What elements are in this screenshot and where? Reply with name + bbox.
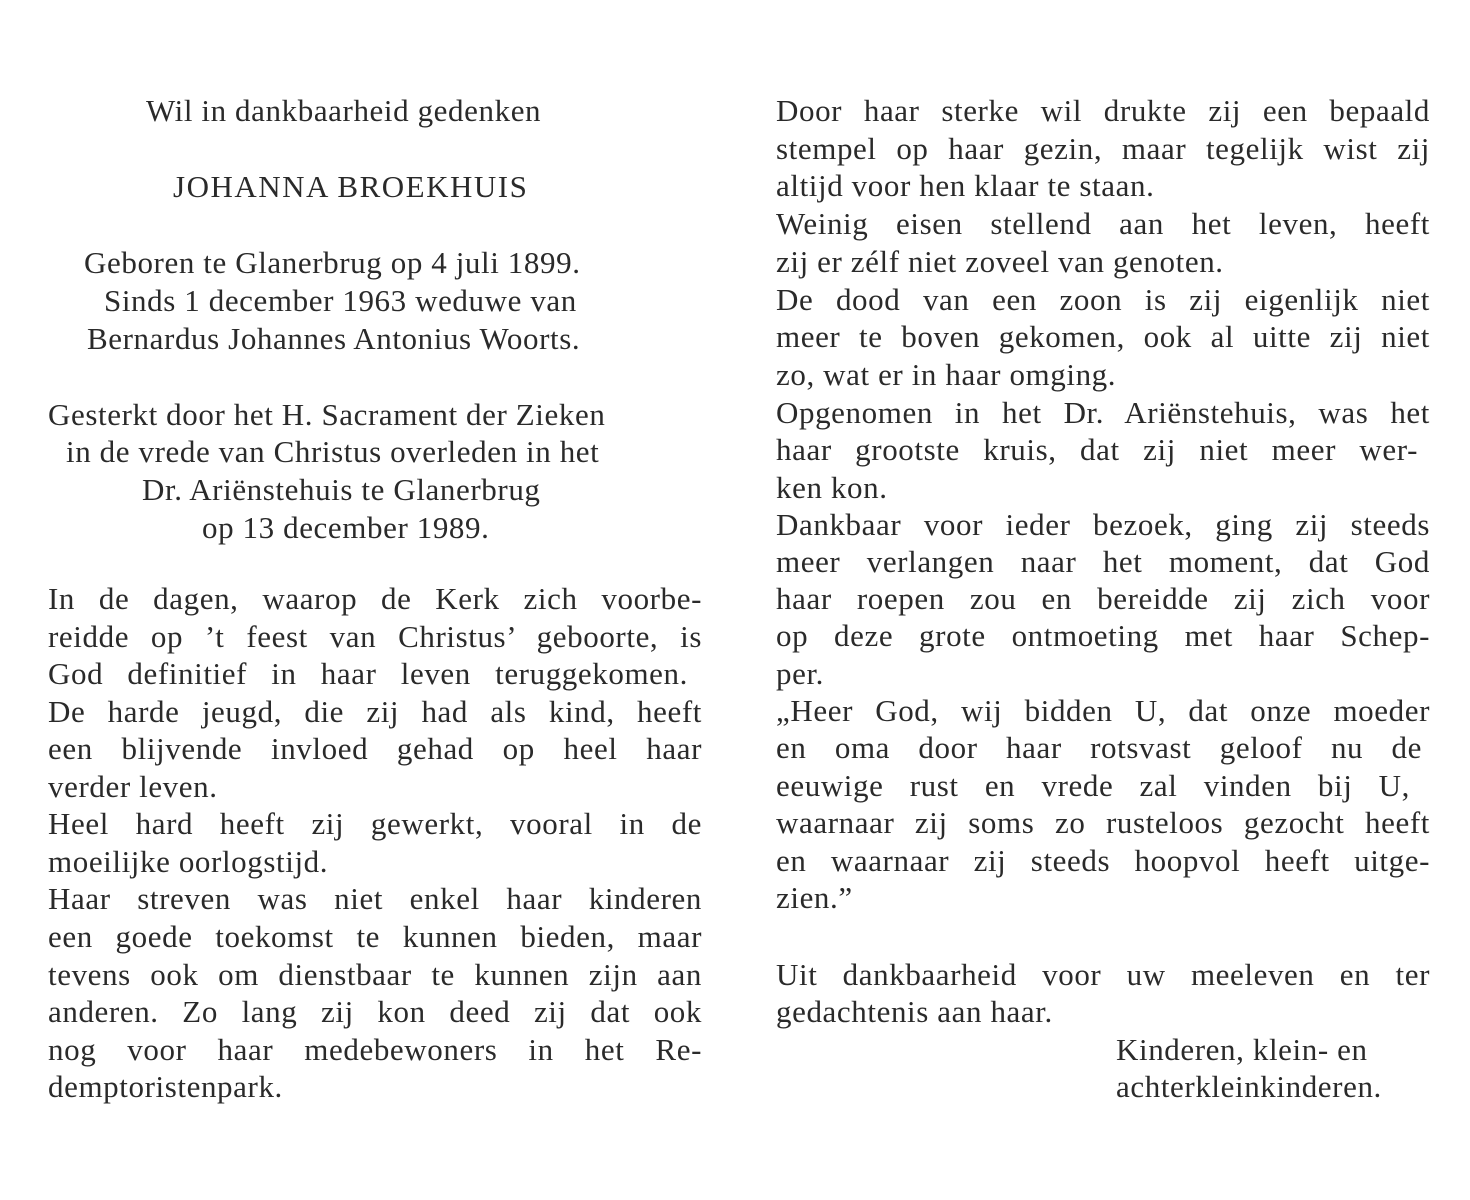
left-text-line: een goede toekomst te kunnen bieden, maar — [48, 919, 702, 954]
left-text-line: In de dagen, waarop de Kerk zich voorbe- — [48, 581, 702, 616]
left-text-line: reidde op ’t feest van Christus’ geboorte, is — [48, 619, 702, 654]
right-text-line: altijd voor hen klaar te staan. — [776, 168, 1155, 203]
right-text-line: waarnaar zij soms zo rusteloos gezocht heeft — [776, 805, 1430, 840]
left-text-line: God definitief in haar leven teruggekomen. — [48, 656, 688, 691]
right-text-line: en oma door haar rotsvast geloof nu de — [776, 730, 1422, 765]
right-text-line: Door haar sterke wil drukte zij een bepaald — [776, 93, 1430, 128]
left-text-line: anderen. Zo lang zij kon deed zij dat ook — [48, 994, 702, 1029]
right-text-line: en waarnaar zij steeds hoopvol heeft uitge- — [776, 843, 1430, 878]
signature-line: achterkleinkinderen. — [1116, 1069, 1382, 1104]
bio-line: Sinds 1 december 1963 weduwe van — [104, 283, 577, 318]
bio-line: Geboren te Glanerbrug op 4 juli 1899. — [84, 245, 581, 280]
right-text-line: stempel op haar gezin, maar tegelijk wist zij — [776, 131, 1430, 166]
intro-line: Wil in dankbaarheid gedenken — [146, 93, 542, 128]
right-text-line: haar roepen zou en bereidde zij zich voor — [776, 581, 1430, 616]
right-text-line: „Heer God, wij bidden U, dat onze moeder — [776, 693, 1430, 728]
closing-line: Uit dankbaarheid voor uw meeleven en ter — [776, 957, 1430, 992]
right-text-line: meer te boven gekomen, ook al uitte zij niet — [776, 319, 1430, 354]
death-line: Gesterkt door het H. Sacrament der Zieken — [48, 397, 606, 432]
left-text-line: een blijvende invloed gehad op heel haar — [48, 731, 702, 766]
left-text-line: verder leven. — [48, 769, 218, 804]
signature-line: Kinderen, klein- en — [1116, 1032, 1368, 1067]
right-text-line: op deze grote ontmoeting met haar Schep- — [776, 618, 1430, 653]
right-text-line: Weinig eisen stellend aan het leven, heeft — [776, 206, 1430, 241]
right-text-line: haar grootste kruis, dat zij niet meer wer- — [776, 432, 1418, 467]
right-text-line: De dood van een zoon is zij eigenlijk niet — [776, 282, 1430, 317]
left-text-line: nog voor haar medebewoners in het Re- — [48, 1032, 702, 1067]
left-text-line: tevens ook om dienstbaar te kunnen zijn aan — [48, 957, 702, 992]
right-text-line: zien.” — [776, 880, 853, 915]
closing-line: gedachtenis aan haar. — [776, 994, 1053, 1029]
left-text-line: De harde jeugd, die zij had als kind, heeft — [48, 694, 702, 729]
right-text-line: zij er zélf niet zoveel van genoten. — [776, 244, 1224, 279]
left-text-line: demptoristenpark. — [48, 1069, 283, 1104]
right-text-line: eeuwige rust en vrede zal vinden bij U, — [776, 768, 1410, 803]
right-text-line: ken kon. — [776, 470, 888, 505]
death-line: op 13 december 1989. — [202, 510, 490, 545]
right-text-line: Dankbaar voor ieder bezoek, ging zij steeds — [776, 507, 1430, 542]
deceased-name: JOHANNA BROEKHUIS — [173, 169, 529, 204]
left-text-line: Heel hard heeft zij gewerkt, vooral in de — [48, 806, 702, 841]
right-text-line: meer verlangen naar het moment, dat God — [776, 544, 1430, 579]
bio-line: Bernardus Johannes Antonius Woorts. — [87, 321, 581, 356]
left-text-line: moeilijke oorlogstijd. — [48, 844, 329, 879]
death-line: in de vrede van Christus overleden in het — [66, 434, 600, 469]
right-text-line: per. — [776, 656, 825, 691]
right-text-line: zo, wat er in haar omging. — [776, 357, 1117, 392]
right-text-line: Opgenomen in het Dr. Ariënstehuis, was het — [776, 395, 1430, 430]
left-text-line: Haar streven was niet enkel haar kinderen — [48, 881, 702, 916]
death-line: Dr. Ariënstehuis te Glanerbrug — [142, 472, 541, 507]
